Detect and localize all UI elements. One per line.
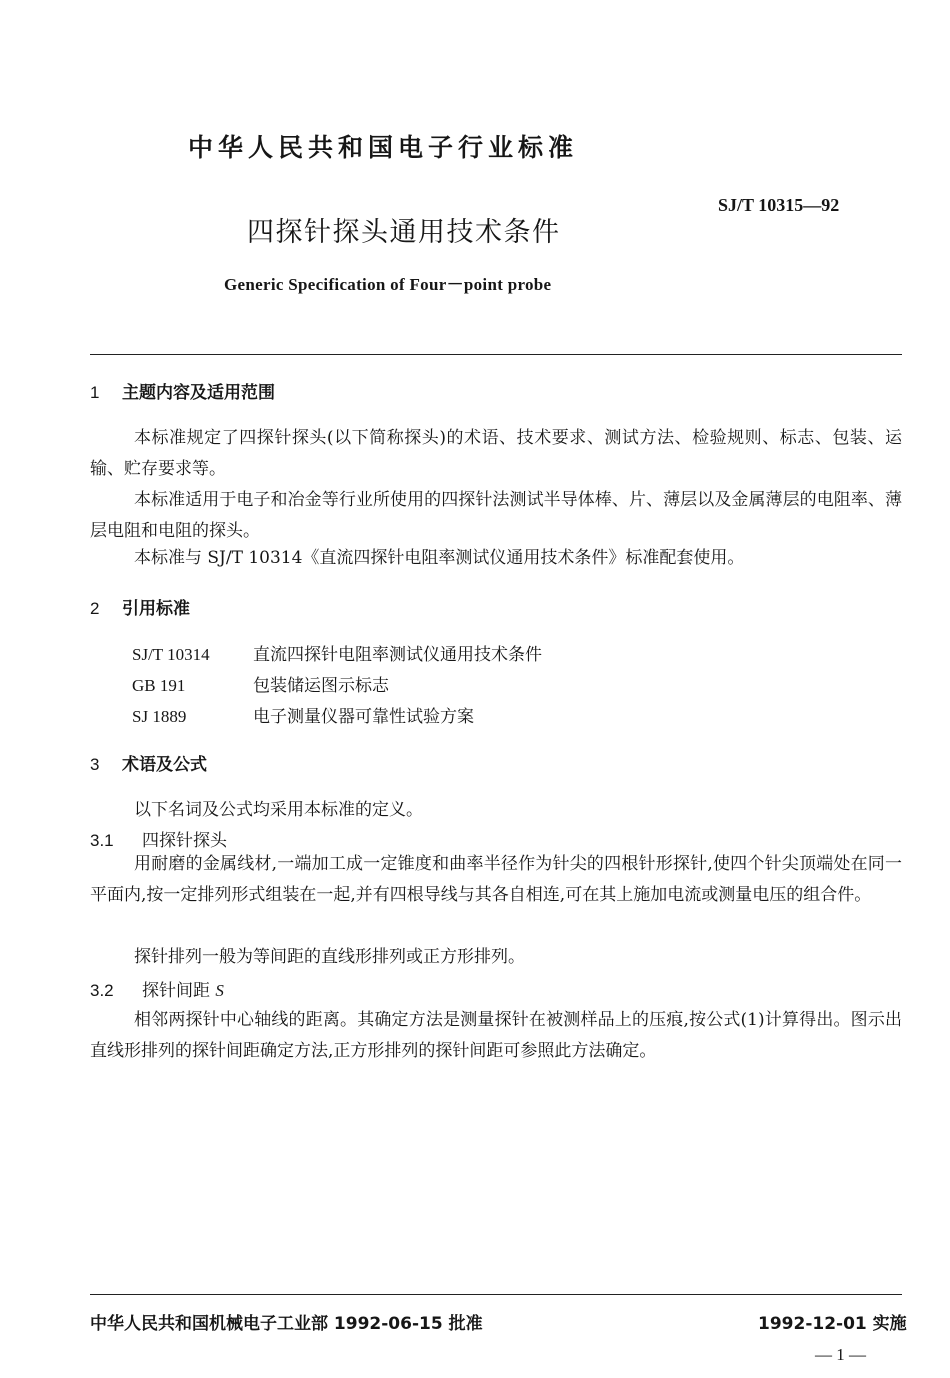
section-2-title: 引用标准 <box>122 599 190 619</box>
section-1-heading <box>90 378 275 403</box>
reference-row <box>132 702 474 727</box>
effective-date: 1992-12-01 实施 <box>758 1314 907 1334</box>
section-3-heading <box>90 750 207 775</box>
section-3-intro: 以下名词及公式均采用本标准的定义。 <box>134 800 423 820</box>
approval-statement: 中华人民共和国机械电子工业部 1992-06-15 批准 <box>90 1314 483 1334</box>
spacing-symbol: S <box>215 981 224 1000</box>
subsection-3-1-paragraph-1: 用耐磨的金属线材,一端加工成一定锥度和曲率半径作为针尖的四根针形探针,使四个针尖顶端处在同一平面内,按一定排列形式组装在一起,并有四根导线与其各自相连,可在其上施加电流或测量电压的组合件。 <box>90 854 902 905</box>
reference-name: 电子测量仪器可靠性试验方案 <box>253 707 474 727</box>
section-3-title: 术语及公式 <box>122 755 207 775</box>
section-1-paragraph-2: 本标准适用于电子和冶金等行业所使用的四探针法测试半导体棒、片、薄层以及金属薄层的电阻率、薄层电阻和电阻的探头。 <box>90 490 902 541</box>
section-3-number: 3 <box>90 755 100 774</box>
subsection-3-2-paragraph-1: 相邻两探针中心轴线的距离。其确定方法是测量探针在被测样品上的压痕,按公式(1)计算得出。图示出直线形排列的探针间距确定方法,正方形排列的探针间距可参照此方法确定。 <box>90 1010 902 1061</box>
document-title-cn: 四探针探头通用技术条件 <box>247 217 561 248</box>
section-2-heading <box>90 594 190 619</box>
header-divider <box>90 354 902 355</box>
reference-code: GB 191 <box>132 676 186 695</box>
reference-name: 包装储运图示标志 <box>253 676 389 696</box>
standard-code: SJ/T 10315—92 <box>718 195 840 215</box>
subsection-3-1-paragraph-2: 探针排列一般为等间距的直线形排列或正方形排列。 <box>134 947 525 967</box>
section-1-number: 1 <box>90 383 100 402</box>
subsection-3-2-number: 3.2 <box>90 981 114 1000</box>
section-1-paragraph-1: 本标准规定了四探针探头(以下简称探头)的术语、技术要求、测试方法、检验规则、标志、包装、运输、贮存要求等。 <box>90 428 902 479</box>
subsection-3-1-heading <box>90 826 227 851</box>
reference-code: SJ/T 10314 <box>132 645 210 664</box>
document-title-en: Generic Specification of Four－point probe <box>224 275 552 294</box>
footer-divider <box>90 1294 902 1295</box>
subsection-3-2-title: 探针间距 <box>142 981 210 1001</box>
subsection-3-1-title: 四探针探头 <box>142 831 227 851</box>
reference-name: 直流四探针电阻率测试仪通用技术条件 <box>253 645 542 665</box>
section-1-paragraph-3: 本标准与 SJ/T 10314《直流四探针电阻率测试仪通用技术条件》标准配套使用。 <box>134 548 745 568</box>
page-number: — 1 — <box>815 1345 866 1364</box>
subsection-3-1-number: 3.1 <box>90 831 114 850</box>
standard-type-heading: 中华人民共和国电子行业标准 <box>188 133 579 162</box>
reference-code: SJ 1889 <box>132 707 187 726</box>
section-2-number: 2 <box>90 599 100 618</box>
reference-row <box>132 640 542 665</box>
subsection-3-2-heading <box>90 976 224 1001</box>
reference-row <box>132 671 389 696</box>
section-1-title: 主题内容及适用范围 <box>122 383 275 403</box>
